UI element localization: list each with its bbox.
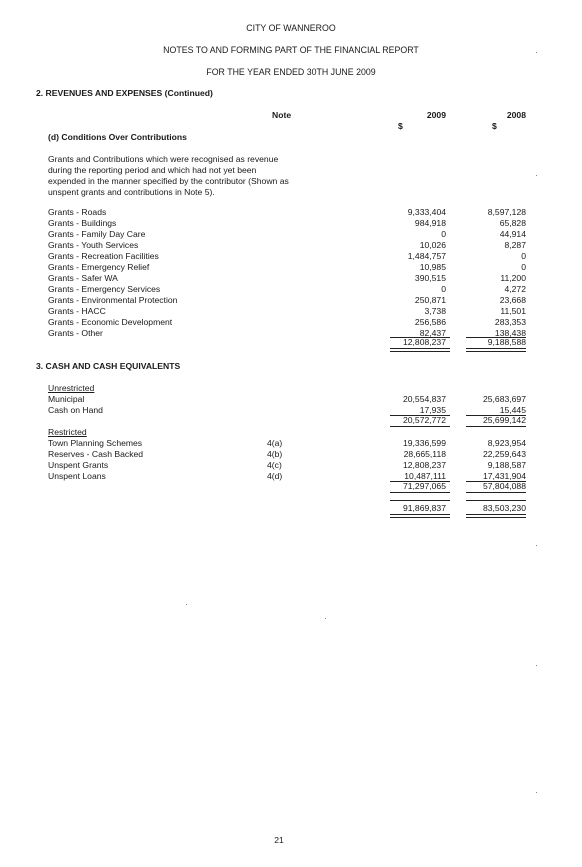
row-label: Grants - Safer WA (48, 273, 118, 283)
row-value-2009: 0 (441, 229, 446, 239)
row-label: Grants - Roads (48, 207, 107, 217)
row-value-2008: 0 (521, 262, 526, 272)
row-label: Grants - Recreation Facilities (48, 251, 159, 261)
row-value-2009: 17,935 (419, 405, 446, 415)
row-value-2008: 15,445 (499, 405, 526, 415)
row-value-2008: 65,828 (499, 218, 526, 228)
row-value-2008: 17,431,904 (482, 471, 526, 481)
row-label: Grants - Youth Services (48, 240, 139, 250)
row-label: Municipal (48, 394, 85, 404)
unrestricted-underline-2009 (390, 426, 450, 427)
row-label: Grants - Emergency Services (48, 284, 161, 294)
unrestricted-label: Unrestricted (48, 383, 95, 393)
grand-total-rule-2008 (466, 500, 526, 501)
scan-speck (536, 52, 537, 53)
row-value-2008: 4,272 (504, 284, 526, 294)
row-value-2008: 8,923,954 (487, 438, 526, 448)
scan-speck (325, 618, 326, 619)
row-value-2009: 19,336,599 (402, 438, 446, 448)
scan-speck (186, 604, 187, 605)
row-label: Grants - Economic Development (48, 317, 173, 327)
row-label: Unspent Grants (48, 460, 109, 470)
row-value-2009: 3,738 (424, 306, 446, 316)
note-column-header: Note (272, 110, 292, 120)
row-note: 4(b) (267, 449, 283, 459)
row-label: Grants - Emergency Relief (48, 262, 150, 272)
row-value-2009: 10,487,111 (404, 471, 446, 481)
restricted-underline-2008 (466, 492, 526, 493)
grand-total-2009: 91,869,837 (402, 503, 446, 513)
scan-speck (536, 665, 537, 666)
restricted-underline-2009 (390, 492, 450, 493)
row-value-2008: 8,287 (504, 240, 526, 250)
row-value-2009: 1,484,757 (407, 251, 446, 261)
year-2008-header: 2008 (506, 110, 526, 120)
grand-total-2008: 83,503,230 (482, 503, 526, 513)
currency-2008: $ (492, 121, 497, 131)
scan-speck (536, 545, 537, 546)
row-note: 4(a) (267, 438, 283, 448)
row-value-2008: 138,438 (494, 328, 526, 338)
section3-heading: 3. CASH AND CASH EQUIVALENTS (36, 361, 181, 371)
row-label: Grants - Other (48, 328, 103, 338)
restricted-label: Restricted (48, 427, 87, 437)
grants-total-2009: 12,808,237 (402, 337, 446, 347)
row-label: Grants - HACC (48, 306, 106, 316)
row-value-2008: 25,683,697 (482, 394, 526, 404)
row-value-2008: 11,501 (500, 306, 526, 316)
row-value-2009: 28,665,118 (403, 449, 446, 459)
row-value-2008: 9,188,587 (487, 460, 526, 470)
row-label: Town Planning Schemes (48, 438, 143, 448)
row-label: Cash on Hand (48, 405, 103, 415)
row-label: Reserves - Cash Backed (48, 449, 144, 459)
organisation-title: CITY OF WANNEROO (246, 23, 336, 33)
description-line: Grants and Contributions which were recognised as revenue (48, 154, 279, 164)
row-value-2009: 20,554,837 (402, 394, 446, 404)
row-value-2009: 10,985 (419, 262, 446, 272)
row-label: Grants - Buildings (48, 218, 117, 228)
scan-speck (536, 175, 537, 176)
section2-heading: 2. REVENUES AND EXPENSES (Continued) (36, 88, 213, 98)
grand-total-double-rule-2008 (466, 514, 526, 518)
row-value-2008: 44,914 (499, 229, 526, 239)
restricted-total-2009: 71,297,065 (402, 481, 446, 491)
row-value-2009: 250,871 (414, 295, 446, 305)
row-note: 4(d) (267, 471, 283, 481)
grand-total-double-rule-2009 (390, 514, 450, 518)
year-2009-header: 2009 (426, 110, 446, 120)
row-note: 4(c) (267, 460, 282, 470)
row-label: Grants - Environmental Protection (48, 295, 178, 305)
restricted-total-2008: 57,804,088 (482, 481, 526, 491)
row-value-2008: 23,668 (499, 295, 526, 305)
row-value-2009: 256,586 (414, 317, 446, 327)
description-line: unspent grants and contributions in Note 5). (48, 187, 215, 197)
grants-total-2008: 9,188,588 (487, 337, 526, 347)
currency-2009: $ (398, 121, 403, 131)
row-label: Grants - Family Day Care (48, 229, 146, 239)
row-value-2009: 9,333,404 (407, 207, 446, 217)
unrestricted-total-2009: 20,572,772 (402, 415, 446, 425)
row-value-2009: 10,026 (419, 240, 446, 250)
row-value-2009: 0 (441, 284, 446, 294)
row-value-2008: 283,353 (494, 317, 526, 327)
total-double-rule-2008 (466, 348, 526, 352)
row-value-2008: 8,597,128 (487, 207, 526, 217)
scan-speck (536, 792, 537, 793)
row-value-2008: 22,259,643 (482, 449, 526, 459)
description-line: during the reporting period and which had not yet been (48, 165, 257, 175)
row-value-2009: 390,515 (414, 273, 446, 283)
description-line: expended in the manner specified by the contributor (Shown as (48, 176, 289, 186)
unrestricted-total-2008: 25,699,142 (482, 415, 526, 425)
period-title: FOR THE YEAR ENDED 30TH JUNE 2009 (206, 67, 376, 77)
row-value-2009: 82,437 (419, 328, 446, 338)
row-value-2009: 984,918 (414, 218, 446, 228)
conditions-subheading: (d) Conditions Over Contributions (48, 132, 187, 142)
row-value-2009: 12,808,237 (402, 460, 446, 470)
unrestricted-underline-2008 (466, 426, 526, 427)
row-value-2008: 11,200 (500, 273, 526, 283)
grand-total-rule-2009 (390, 500, 450, 501)
page-number: 21 (274, 835, 284, 845)
total-double-rule-2009 (390, 348, 450, 352)
row-value-2008: 0 (521, 251, 526, 261)
report-title: NOTES TO AND FORMING PART OF THE FINANCIAL REPORT (163, 45, 419, 55)
row-label: Unspent Loans (48, 471, 106, 481)
